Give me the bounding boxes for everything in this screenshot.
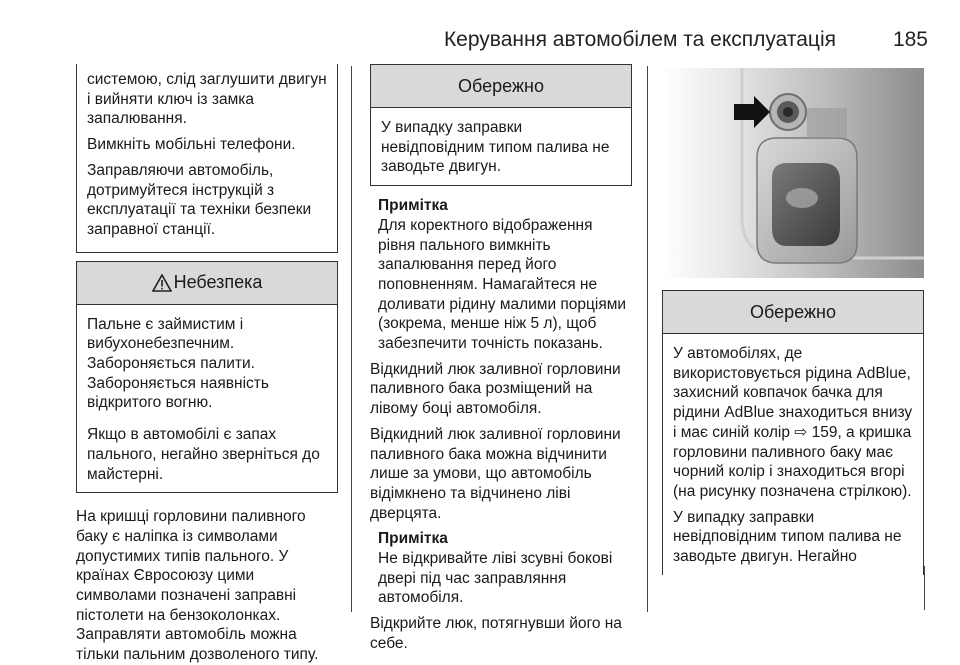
column-divider bbox=[647, 66, 648, 612]
paragraph: На кришці горловини паливного баку є наліпка із символами допустимих типів пального. У країнах Євросоюзу цими символами позначені заправні пістолети на бензоколонках. Заправляти автомобіль можна тільки пальним дозволеного типу. bbox=[76, 508, 319, 664]
text-segment: У автомобілях, де використовується рідина AdBlue, захисний ковпачок бачка для рідини AdBlue знаходиться внизу і має синій колір bbox=[673, 345, 913, 441]
paragraph: У випадку заправки невідповідним типом палива не заводьте двигун. bbox=[381, 119, 610, 176]
page-number: 185 bbox=[892, 28, 928, 51]
text-segment: 159, а кришка горловини паливного баку має чорний колір і знаходиться вгорі (на рисунку позначена стрілкою). bbox=[673, 423, 912, 500]
caution-box bbox=[370, 64, 632, 186]
column-1 bbox=[76, 64, 338, 665]
danger-heading-text: Небезпека bbox=[173, 272, 263, 293]
note-text: Для коректного відображення рівня пального вимкніть запалювання перед його поповненням. Намагайтеся не доливати рідину малими порціями (зокрема, менше ніж 5 л), щоб забезпечити точність показань. bbox=[378, 216, 627, 353]
paragraph: Відкидний люк заливної горловини паливного бака розміщений на лівому боці автомобіля. bbox=[370, 360, 621, 418]
continued-safety-box bbox=[76, 64, 338, 253]
warning-triangle-icon bbox=[152, 274, 172, 292]
paragraph: Вимкніть мобільні телефони. bbox=[87, 136, 296, 154]
paragraph: Заправляючи автомобіль, дотримуйтеся інструкцій з експлуатації та техніки безпеки заправної станції. bbox=[87, 161, 312, 238]
note-heading: Примітка bbox=[378, 530, 448, 548]
note-block bbox=[370, 196, 632, 354]
caution-box-heading: Обережно bbox=[371, 65, 631, 108]
note-text: Не відкривайте ліві зсувні бокові двері під час заправляння автомобіля. bbox=[378, 550, 613, 607]
page-reference-icon: ⇨ bbox=[794, 423, 808, 441]
page-header bbox=[0, 24, 928, 56]
note-heading: Примітка bbox=[378, 197, 448, 215]
note-block bbox=[370, 529, 632, 608]
danger-box-heading bbox=[77, 262, 337, 305]
paragraph: У випадку заправки невідповідним типом палива не заводьте двигун. Негайно bbox=[673, 508, 902, 566]
fuel-filler-illustration bbox=[662, 68, 924, 278]
paragraph bbox=[673, 344, 915, 502]
paragraph: Відкрийте люк, потягнувши його на себе. bbox=[370, 615, 622, 652]
paragraph: Відкидний люк заливної горловини паливного бака можна відчинити лише за умови, що автомобіль відімкнено та відчинено ліві дверцята. bbox=[370, 425, 621, 522]
column-divider bbox=[924, 566, 925, 610]
caution-box-heading: Обережно bbox=[663, 291, 923, 334]
danger-box bbox=[76, 261, 338, 494]
column-2 bbox=[370, 64, 632, 654]
caution-box-adblue bbox=[662, 290, 924, 575]
paragraph: Пальне є займистим і вибухонебезпечним. Забороняється палити. Забороняється наявність відкритого вогню. bbox=[87, 315, 269, 412]
header-title: Керування автомобілем та експлуатація bbox=[443, 28, 836, 51]
fuel-cap-image bbox=[662, 68, 924, 278]
column-divider bbox=[351, 66, 352, 612]
paragraph: Якщо в автомобілі є запах пального, негайно зверніться до майстерні. bbox=[87, 426, 320, 483]
paragraph: системою, слід заглушити двигун і вийняти ключ із замка запалювання. bbox=[87, 71, 327, 128]
